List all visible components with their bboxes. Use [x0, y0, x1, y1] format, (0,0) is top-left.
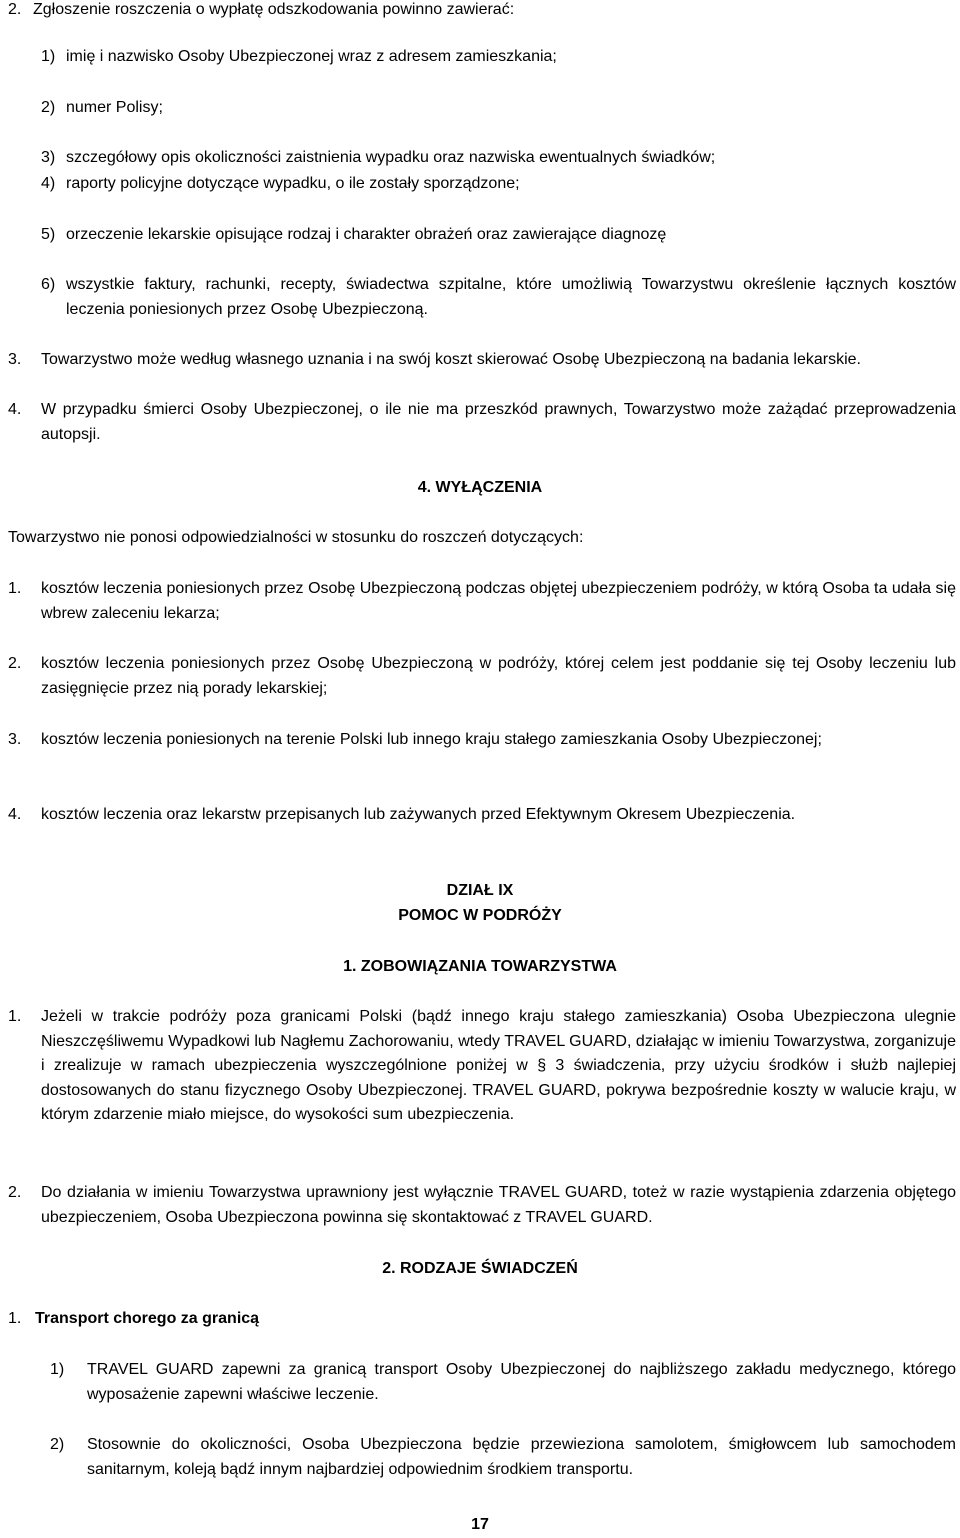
heading-text: POMOC W PODRÓŻY — [398, 907, 562, 924]
list-number: 1. — [8, 580, 22, 597]
claim-item — [41, 223, 953, 248]
list-item-text: imię i nazwisko Osoby Ubezpieczonej wraz z adresem zamieszkania; — [66, 48, 557, 65]
list-number: 1) — [41, 48, 56, 65]
heading-text: 2. RODZAJE ŚWIADCZEŃ — [382, 1260, 578, 1277]
list-item-text: Jeżeli w trakcie podróży poza granicami Polski (bądź innego kraju stałego zamieszkania) Osoba Ubezpieczona ulegnie Nieszczęśliwemu Wypadkowi lub Nagłemu Zachorowaniu, wtedy TRAVEL GUARD, działając w imieniu Towarzystwa, zorganizuje i zrealizuje w ramach ubezpieczenia wyszczególnione poniżej w § 3 świadczenia, przy użyciu środków i służb najlepiej dostosowanych do stanu fizycznego Osoby Ubezpieczonej. TRAVEL GUARD, pokrywa bezpośrednie koszty w walucie kraju, w którym zdarzenie miało miejsce, do wysokości sum ubezpieczenia. — [41, 1008, 956, 1123]
list-item-text: Do działania w imieniu Towarzystwa uprawniony jest wyłącznie TRAVEL GUARD, toteż w razie wystąpienia zdarzenia objętego ubezpieczeniem, Osoba Ubezpieczona powinna się skontaktować z TRAVEL GUARD. — [41, 1184, 956, 1226]
section-heading-exclusions — [0, 476, 960, 501]
paragraph-text: Zgłoszenie roszczenia o wypłatę odszkodowania powinno zawierać: — [33, 1, 515, 18]
exclusion-item — [8, 803, 956, 828]
benefit-item — [50, 1433, 956, 1482]
page-number — [0, 1513, 960, 1538]
claim-item — [41, 146, 953, 171]
exclusion-item — [8, 652, 956, 701]
list-item-text: numer Polisy; — [66, 99, 163, 116]
division-title — [0, 879, 960, 904]
list-number: 2) — [41, 99, 56, 116]
list-number: 4. — [8, 401, 22, 418]
benefit-subheading — [8, 1307, 608, 1332]
list-item-text: TRAVEL GUARD zapewni za granicą transport Osoby Ubezpieczonej do najbliższego zakładu medycznego, którego wyposażenie zapewni właściwe leczenie. — [87, 1361, 956, 1403]
list-item-text: Stosownie do okoliczności, Osoba Ubezpieczona będzie przewieziona samolotem, śmigłowcem lub samochodem sanitarnym, koleją bądź innym najbardziej odpowiednim środkiem transportu. — [87, 1436, 956, 1478]
list-item-text: wszystkie faktury, rachunki, recepty, świadectwa szpitalne, które umożliwią Towarzystwu określenie łącznych kosztów leczenia poniesionych przez Osobę Ubezpieczoną. — [66, 276, 956, 318]
list-number: 3. — [8, 351, 22, 368]
list-number: 3. — [8, 731, 22, 748]
list-number: 1) — [50, 1361, 65, 1378]
exclusions-intro — [8, 526, 953, 551]
list-item-text: orzeczenie lekarskie opisujące rodzaj i charakter obrażeń oraz zawierające diagnozę — [66, 226, 667, 243]
claim-item — [41, 45, 953, 70]
list-number: 2. — [8, 1184, 22, 1201]
list-item-text: kosztów leczenia poniesionych przez Osobę Ubezpieczoną w podróży, której celem jest poddanie się tej Osoby leczeniu lub zasięgnięcie przez nią porady lekarskiej; — [41, 655, 956, 697]
list-number: 2. — [8, 1, 22, 18]
heading-text: 4. WYŁĄCZENIA — [417, 479, 543, 496]
obligation-item — [8, 1181, 956, 1230]
heading-text: DZIAŁ IX — [446, 882, 514, 899]
list-number: 3) — [41, 149, 56, 166]
list-item-text: raporty policyjne dotyczące wypadku, o ile zostały sporządzone; — [66, 175, 520, 192]
point-3 — [8, 348, 956, 373]
section-heading-obligations — [0, 955, 960, 980]
list-number: 4) — [41, 175, 56, 192]
section-2-intro — [8, 0, 953, 23]
list-item-text: kosztów leczenia oraz lekarstw przepisanych lub zażywanych przed Efektywnym Okresem Ubezpieczenia. — [41, 806, 796, 823]
exclusion-item — [8, 577, 956, 626]
list-item-text: kosztów leczenia poniesionych na terenie Polski lub innego kraju stałego zamieszkania Osoby Ubezpieczonej; — [41, 731, 822, 748]
list-item-text: szczegółowy opis okoliczności zaistnienia wypadku oraz nazwiska ewentualnych świadków; — [66, 149, 716, 166]
list-number: 1. — [8, 1310, 22, 1327]
list-number: 4. — [8, 806, 22, 823]
list-number: 6) — [41, 276, 56, 293]
page-number-text: 17 — [471, 1516, 489, 1533]
benefit-item — [50, 1358, 956, 1407]
paragraph-text: Towarzystwo może według własnego uznania i na swój koszt skierować Osobę Ubezpieczoną na badania lekarskie. — [41, 351, 861, 368]
section-heading-benefits — [0, 1257, 960, 1282]
claim-item — [41, 273, 956, 322]
claim-item — [41, 96, 953, 121]
heading-text: 1. ZOBOWIĄZANIA TOWARZYSTWA — [343, 958, 617, 975]
paragraph-text: Towarzystwo nie ponosi odpowiedzialności w stosunku do roszczeń dotyczących: — [8, 529, 584, 546]
exclusion-item — [8, 728, 956, 753]
list-item-text: kosztów leczenia poniesionych przez Osobę Ubezpieczoną podczas objętej ubezpieczeniem podróży, w którą Osoba ta udała się wbrew zaleceniu lekarza; — [41, 580, 956, 622]
point-4 — [8, 398, 956, 447]
obligation-item — [8, 1005, 956, 1128]
subheading-text: Transport chorego za granicą — [35, 1310, 260, 1327]
division-subtitle — [0, 904, 960, 929]
list-number: 5) — [41, 226, 56, 243]
list-number: 2) — [50, 1436, 65, 1453]
list-number: 1. — [8, 1008, 22, 1025]
paragraph-text: W przypadku śmierci Osoby Ubezpieczonej, o ile nie ma przeszkód prawnych, Towarzystwo może zażądać przeprowadzenia autopsji. — [41, 401, 956, 443]
list-number: 2. — [8, 655, 22, 672]
claim-item — [41, 172, 953, 197]
